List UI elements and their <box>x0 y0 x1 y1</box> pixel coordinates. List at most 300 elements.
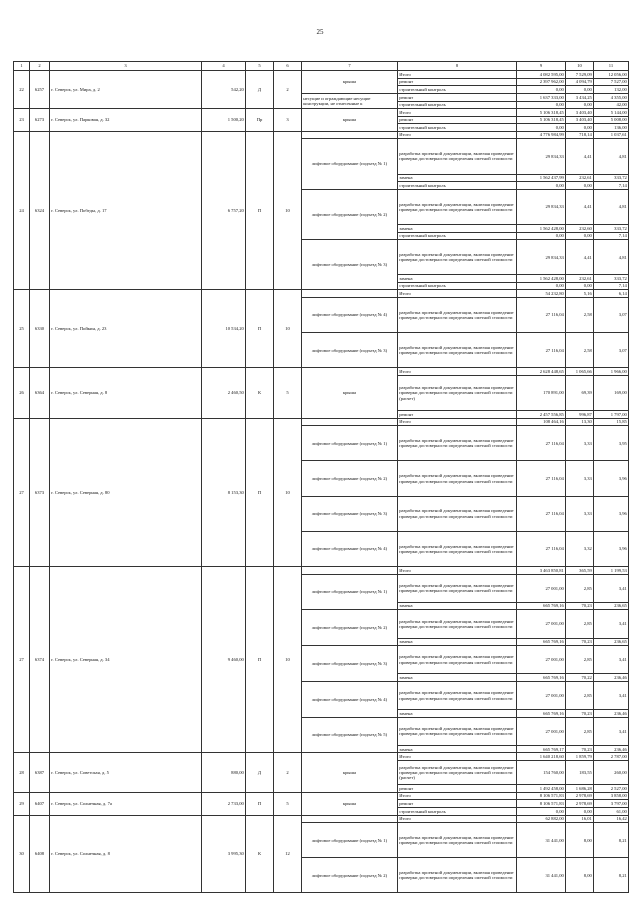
floors-cell: 10 <box>274 131 302 290</box>
limit-cell: 3,41 <box>594 646 629 674</box>
cost-cell: 27 001,00 <box>517 610 566 638</box>
unit-cost-cell: 183,55 <box>566 761 594 785</box>
limit-cell: 236,65 <box>594 602 629 610</box>
blank-cell <box>302 290 398 298</box>
cost-cell: 108 464,16 <box>517 418 566 426</box>
cost-cell: 5 106 318,45 <box>517 116 566 124</box>
table-row <box>14 815 629 823</box>
unit-cost-cell: 4,41 <box>566 139 594 174</box>
area-cell: 542,20 <box>202 71 246 109</box>
column-header: 7 <box>302 62 398 71</box>
limit-cell: 3,41 <box>594 574 629 602</box>
unit-cost-cell: 1 859,79 <box>566 753 594 761</box>
work-type-cell: разработка проектной документации, включая проведение проверки достоверности определения сметной стоимости (расчет) <box>398 761 517 785</box>
cost-cell: 1 562 428,00 <box>517 275 566 283</box>
limit-cell: 3,96 <box>594 461 629 496</box>
limit-cell: 3,96 <box>594 496 629 531</box>
unit-cost-cell: 232,61 <box>566 174 594 182</box>
house-id: 6408 <box>30 815 50 893</box>
work-type-cell: ремонт <box>398 116 517 124</box>
limit-cell: 7,14 <box>594 182 629 190</box>
column-header: 9 <box>517 62 566 71</box>
unit-cost-cell: 0,00 <box>566 86 594 94</box>
limit-cell: 3 858,00 <box>594 792 629 800</box>
cost-cell: 62 882,00 <box>517 815 566 823</box>
work-type-cell: разработка проектной документации, включая проведение проверки достоверности определения сметной стоимости <box>398 717 517 745</box>
limit-cell: 2 527,00 <box>594 785 629 793</box>
cost-cell: 2 457 556,85 <box>517 411 566 419</box>
house-id: 6364 <box>30 368 50 418</box>
work-element: лифтовое оборудование (подъезд № 4) <box>302 298 398 333</box>
cost-cell: 2 397 962,00 <box>517 78 566 86</box>
address-cell: г. Северск, ул. Победы, д. 17 <box>50 131 202 290</box>
work-type-cell: разработка проектной документации, включая проведение проверки достоверности определения сметной стоимости <box>398 531 517 566</box>
work-type-cell: ремонт <box>398 411 517 419</box>
limit-cell: 236,46 <box>594 745 629 753</box>
unit-cost-cell: 1 065,66 <box>566 368 594 376</box>
floors-cell: 10 <box>274 290 302 368</box>
address-cell: г. Северск, ул. Северная, д. 34 <box>50 567 202 753</box>
work-type-cell: разработка проектной документации, включая проведение проверки достоверности определения сметной стоимости <box>398 333 517 368</box>
work-element: крыша <box>302 109 398 132</box>
repair-schedule-table <box>13 61 629 893</box>
area-cell: 880,00 <box>202 753 246 792</box>
work-type-cell: замена <box>398 224 517 232</box>
work-element: несущие и ограждающие несущие конструкции, не отнесенные к <box>302 93 398 108</box>
work-element: лифтовое оборудование (подъезд № 4) <box>302 681 398 717</box>
house-id: 6407 <box>30 792 50 815</box>
table-row <box>14 792 629 800</box>
column-header: 1 <box>14 62 30 71</box>
work-type-cell: строительный контроль <box>398 232 517 240</box>
category-cell: П <box>246 567 274 753</box>
area-cell: 6 757,20 <box>202 131 246 290</box>
work-type-cell: строительный контроль <box>398 124 517 132</box>
area-cell: 2 733,00 <box>202 792 246 815</box>
limit-cell: 5 144,00 <box>594 109 629 117</box>
unit-cost-cell: 4,41 <box>566 189 594 224</box>
unit-cost-cell: 3,33 <box>566 426 594 461</box>
work-element: лифтовое оборудование (подъезд № 1) <box>302 823 398 858</box>
work-type-cell: замена <box>398 674 517 682</box>
category-cell: Пр <box>246 109 274 132</box>
work-type-cell: разработка проектной документации, включая проведение проверки достоверности определения сметной стоимости <box>398 461 517 496</box>
work-type-cell: замена <box>398 174 517 182</box>
cost-cell: 27 116,04 <box>517 333 566 368</box>
work-type-cell: разработка проектной документации, включая проведение проверки достоверности определения сметной стоимости <box>398 496 517 531</box>
work-type-cell: Итого <box>398 815 517 823</box>
area-cell: 9 460,00 <box>202 567 246 753</box>
limit-cell: 333,72 <box>594 224 629 232</box>
unit-cost-cell: 2 978,69 <box>566 792 594 800</box>
work-element: лифтовое оборудование (подъезд № 2) <box>302 858 398 893</box>
address-cell: г. Северск, ул. Мира, д. 2 <box>50 71 202 109</box>
house-id: 6374 <box>30 567 50 753</box>
limit-cell: 1 199,53 <box>594 567 629 575</box>
unit-cost-cell: 5,16 <box>566 290 594 298</box>
cost-cell: 29 834,33 <box>517 139 566 174</box>
limit-cell: 1 797,00 <box>594 411 629 419</box>
cost-cell: 0,00 <box>517 232 566 240</box>
unit-cost-cell: 8,00 <box>566 858 594 893</box>
floors-cell: 3 <box>274 109 302 132</box>
cost-cell: 27 116,04 <box>517 298 566 333</box>
limit-cell: 4 355,00 <box>594 93 629 101</box>
unit-cost-cell: 2,85 <box>566 717 594 745</box>
cost-cell: 0,00 <box>517 282 566 290</box>
cost-cell: 0,00 <box>517 807 566 815</box>
limit-cell: 6,14 <box>594 290 629 298</box>
unit-cost-cell: 2,85 <box>566 646 594 674</box>
limit-cell: 1 037,61 <box>594 131 629 139</box>
cost-cell: 4 082 595,00 <box>517 71 566 79</box>
table-row <box>14 109 629 117</box>
column-header: 8 <box>398 62 517 71</box>
cost-cell: 27 001,00 <box>517 646 566 674</box>
column-header: 3 <box>50 62 202 71</box>
row-number: 26 <box>14 368 30 418</box>
floors-cell: 2 <box>274 71 302 109</box>
address-cell: г. Северск, ул. Пойкин, д. 23 <box>50 290 202 368</box>
row-number: 27 <box>14 567 30 753</box>
cost-cell: 8 106 571,83 <box>517 800 566 808</box>
work-element: крыша <box>302 753 398 792</box>
area-cell: 1 500,20 <box>202 109 246 132</box>
work-element: крыша <box>302 71 398 94</box>
work-type-cell: разработка проектной документации, включая проведение проверки достоверности определения сметной стоимости <box>398 139 517 174</box>
category-cell: К <box>246 368 274 418</box>
unit-cost-cell: 70,23 <box>566 602 594 610</box>
cost-cell: 27 116,04 <box>517 426 566 461</box>
work-type-cell: ремонт <box>398 785 517 793</box>
blank-cell <box>302 418 398 426</box>
work-type-cell: разработка проектной документации, включая проведение проверки достоверности определения сметной стоимости <box>398 189 517 224</box>
table-row <box>14 418 629 426</box>
limit-cell: 236,46 <box>594 674 629 682</box>
unit-cost-cell: 69,39 <box>566 375 594 410</box>
row-number: 23 <box>14 109 30 132</box>
floors-cell: 12 <box>274 815 302 893</box>
unit-cost-cell: 8,00 <box>566 823 594 858</box>
work-element: лифтовое оборудование (подъезд № 1) <box>302 574 398 610</box>
work-type-cell: разработка проектной документации, включая проведение проверки достоверности определения сметной стоимости <box>398 646 517 674</box>
unit-cost-cell: 0,00 <box>566 232 594 240</box>
blank-cell <box>302 131 398 139</box>
cost-cell: 665 769,16 <box>517 674 566 682</box>
unit-cost-cell: 2,85 <box>566 574 594 602</box>
limit-cell: 7 527,00 <box>594 78 629 86</box>
unit-cost-cell: 70,23 <box>566 745 594 753</box>
work-type-cell: разработка проектной документации, включая проведение проверки достоверности определения сметной стоимости <box>398 858 517 893</box>
work-element: крыша <box>302 792 398 815</box>
unit-cost-cell: 2,58 <box>566 298 594 333</box>
work-element: лифтовое оборудование (подъезд № 3) <box>302 496 398 531</box>
work-element: лифтовое оборудование (подъезд № 2) <box>302 461 398 496</box>
work-type-cell: Итого <box>398 290 517 298</box>
page-number: 25 <box>316 28 324 36</box>
work-type-cell: Итого <box>398 131 517 139</box>
work-type-cell: строительный контроль <box>398 282 517 290</box>
column-header: 11 <box>594 62 629 71</box>
address-cell: г. Северск, ул. Солнечная, д. 7а <box>50 792 202 815</box>
work-type-cell: разработка проектной документации, включая проведение проверки достоверности определения сметной стоимости <box>398 298 517 333</box>
cost-cell: 154 760,00 <box>517 761 566 785</box>
unit-cost-cell: 70,22 <box>566 674 594 682</box>
work-type-cell: замена <box>398 275 517 283</box>
row-number: 22 <box>14 71 30 109</box>
category-cell: П <box>246 792 274 815</box>
house-id: 6373 <box>30 418 50 566</box>
row-number: 30 <box>14 815 30 893</box>
cost-cell: 27 116,04 <box>517 496 566 531</box>
unit-cost-cell: 996,87 <box>566 411 594 419</box>
limit-cell: 8,21 <box>594 823 629 858</box>
unit-cost-cell: 2,85 <box>566 681 594 709</box>
limit-cell: 260,00 <box>594 761 629 785</box>
work-type-cell: разработка проектной документации, включая проведение проверки достоверности определения сметной стоимости <box>398 681 517 709</box>
cost-cell: 0,00 <box>517 101 566 109</box>
area-cell: 2 460,50 <box>202 368 246 418</box>
limit-cell: 15,85 <box>594 418 629 426</box>
table-row <box>14 131 629 139</box>
work-type-cell: Итого <box>398 109 517 117</box>
limit-cell: 333,72 <box>594 275 629 283</box>
cost-cell: 8 106 571,83 <box>517 792 566 800</box>
work-type-cell: строительный контроль <box>398 101 517 109</box>
work-type-cell: Итого <box>398 71 517 79</box>
unit-cost-cell: 232,60 <box>566 224 594 232</box>
limit-cell: 132,00 <box>594 86 629 94</box>
cost-cell: 1 492 458,00 <box>517 785 566 793</box>
limit-cell: 236,46 <box>594 710 629 718</box>
unit-cost-cell: 2,85 <box>566 610 594 638</box>
column-header: 2 <box>30 62 50 71</box>
unit-cost-cell: 70,23 <box>566 710 594 718</box>
limit-cell: 2 787,00 <box>594 753 629 761</box>
work-type-cell: Итого <box>398 753 517 761</box>
category-cell: П <box>246 418 274 566</box>
floors-cell: 5 <box>274 368 302 418</box>
work-type-cell: разработка проектной документации, включая проведение проверки достоверности определения сметной стоимости <box>398 574 517 602</box>
house-id: 6324 <box>30 131 50 290</box>
floors-cell: 10 <box>274 418 302 566</box>
limit-cell: 169,00 <box>594 375 629 410</box>
table-row <box>14 567 629 575</box>
unit-cost-cell: 1 686,28 <box>566 785 594 793</box>
cost-cell: 2 628 448,65 <box>517 368 566 376</box>
limit-cell: 4,81 <box>594 139 629 174</box>
work-type-cell: замена <box>398 745 517 753</box>
work-type-cell: Итого <box>398 792 517 800</box>
cost-cell: 665 769,17 <box>517 745 566 753</box>
house-id: 6330 <box>30 290 50 368</box>
work-type-cell: ремонт <box>398 800 517 808</box>
column-header: 4 <box>202 62 246 71</box>
work-type-cell: замена <box>398 638 517 646</box>
limit-cell: 4,81 <box>594 189 629 224</box>
limit-cell: 3,96 <box>594 531 629 566</box>
limit-cell: 333,72 <box>594 174 629 182</box>
work-element: лифтовое оборудование (подъезд № 3) <box>302 240 398 290</box>
limit-cell: 3,41 <box>594 681 629 709</box>
house-id: 6273 <box>30 109 50 132</box>
cost-cell: 31 441,00 <box>517 858 566 893</box>
row-number: 28 <box>14 753 30 792</box>
unit-cost-cell: 232,61 <box>566 275 594 283</box>
work-type-cell: ремонт <box>398 93 517 101</box>
unit-cost-cell: 13,30 <box>566 418 594 426</box>
work-type-cell: строительный контроль <box>398 807 517 815</box>
limit-cell: 1 966,00 <box>594 368 629 376</box>
limit-cell: 7,14 <box>594 282 629 290</box>
cost-cell: 54 232,80 <box>517 290 566 298</box>
unit-cost-cell: 0,00 <box>566 124 594 132</box>
work-element: лифтовое оборудование (подъезд № 4) <box>302 531 398 566</box>
cost-cell: 29 834,33 <box>517 189 566 224</box>
unit-cost-cell: 3 434,25 <box>566 93 594 101</box>
work-type-cell: разработка проектной документации, включая проведение проверки достоверности определения сметной стоимости <box>398 426 517 461</box>
cost-cell: 27 001,00 <box>517 717 566 745</box>
cost-cell: 1 637 333,00 <box>517 93 566 101</box>
unit-cost-cell: 3 403,40 <box>566 116 594 124</box>
unit-cost-cell: 0,00 <box>566 101 594 109</box>
work-type-cell: замена <box>398 710 517 718</box>
unit-cost-cell: 3,32 <box>566 531 594 566</box>
unit-cost-cell: 0,00 <box>566 807 594 815</box>
limit-cell: 12 056,00 <box>594 71 629 79</box>
work-type-cell: разработка проектной документации, включая проведение проверки достоверности определения сметной стоимости <box>398 823 517 858</box>
work-element: лифтовое оборудование (подъезд № 1) <box>302 426 398 461</box>
limit-cell: 136,00 <box>594 124 629 132</box>
limit-cell: 42,00 <box>594 101 629 109</box>
work-type-cell: замена <box>398 602 517 610</box>
cost-cell: 170 891,00 <box>517 375 566 410</box>
unit-cost-cell: 16,01 <box>566 815 594 823</box>
unit-cost-cell: 718,14 <box>566 131 594 139</box>
address-cell: г. Северск, ул. Парковая, д. 32 <box>50 109 202 132</box>
column-header: 5 <box>246 62 274 71</box>
work-element: лифтовое оборудование (подъезд № 1) <box>302 139 398 189</box>
house-id: 6387 <box>30 753 50 792</box>
floors-cell: 5 <box>274 792 302 815</box>
cost-cell: 27 001,00 <box>517 574 566 602</box>
work-element: лифтовое оборудование (подъезд № 2) <box>302 189 398 239</box>
limit-cell: 236,65 <box>594 638 629 646</box>
category-cell: Д <box>246 753 274 792</box>
work-element: лифтовое оборудование (подъезд № 3) <box>302 646 398 682</box>
row-number: 29 <box>14 792 30 815</box>
limit-cell: 61,00 <box>594 807 629 815</box>
cost-cell: 27 116,04 <box>517 531 566 566</box>
unit-cost-cell: 7 529,09 <box>566 71 594 79</box>
category-cell: Д <box>246 71 274 109</box>
blank-cell <box>302 567 398 575</box>
cost-cell: 1 562 428,00 <box>517 224 566 232</box>
work-type-cell: строительный контроль <box>398 86 517 94</box>
address-cell: г. Северск, ул. Советская, д. 5 <box>50 753 202 792</box>
unit-cost-cell: 4,41 <box>566 240 594 275</box>
work-type-cell: разработка проектной документации, включая проведение проверки достоверности определения сметной стоимости <box>398 240 517 275</box>
floors-cell: 10 <box>274 567 302 753</box>
cost-cell: 4 776 984,99 <box>517 131 566 139</box>
unit-cost-cell: 0,00 <box>566 182 594 190</box>
unit-cost-cell: 3,33 <box>566 496 594 531</box>
table-row <box>14 753 629 761</box>
limit-cell: 3,07 <box>594 298 629 333</box>
area-cell: 8 153,30 <box>202 418 246 566</box>
limit-cell: 3,41 <box>594 717 629 745</box>
area-cell: 10 534,20 <box>202 290 246 368</box>
cost-cell: 5 106 318,45 <box>517 109 566 117</box>
cost-cell: 1 562 437,99 <box>517 174 566 182</box>
cost-cell: 0,00 <box>517 124 566 132</box>
category-cell: П <box>246 290 274 368</box>
table-row <box>14 62 629 71</box>
category-cell: К <box>246 815 274 893</box>
address-cell: г. Северск, ул. Северная, д. 80 <box>50 418 202 566</box>
table-body <box>14 62 629 893</box>
cost-cell: 665 769,16 <box>517 602 566 610</box>
column-header: 6 <box>274 62 302 71</box>
limit-cell: 16,42 <box>594 815 629 823</box>
unit-cost-cell: 70,23 <box>566 638 594 646</box>
work-type-cell: разработка проектной документации, включая проведение проверки достоверности определения сметной стоимости (расчет) <box>398 375 517 410</box>
unit-cost-cell: 3 403,40 <box>566 109 594 117</box>
unit-cost-cell: 2,58 <box>566 333 594 368</box>
limit-cell: 5 008,00 <box>594 116 629 124</box>
limit-cell: 4,81 <box>594 240 629 275</box>
category-cell: П <box>246 131 274 290</box>
table-row <box>14 290 629 298</box>
work-element: лифтовое оборудование (подъезд № 2) <box>302 610 398 646</box>
work-type-cell: ремонт <box>398 78 517 86</box>
work-type-cell: строительный контроль <box>398 182 517 190</box>
area-cell: 3 995,30 <box>202 815 246 893</box>
cost-cell: 665 769,16 <box>517 638 566 646</box>
work-type-cell: Итого <box>398 418 517 426</box>
limit-cell: 3,41 <box>594 610 629 638</box>
row-number: 27 <box>14 418 30 566</box>
unit-cost-cell: 365,59 <box>566 567 594 575</box>
work-element: крыша <box>302 368 398 418</box>
cost-cell: 0,00 <box>517 86 566 94</box>
table-row <box>14 71 629 79</box>
cost-cell: 3 463 850,81 <box>517 567 566 575</box>
unit-cost-cell: 0,00 <box>566 282 594 290</box>
floors-cell: 2 <box>274 753 302 792</box>
limit-cell: 3,95 <box>594 426 629 461</box>
cost-cell: 0,00 <box>517 182 566 190</box>
work-element: лифтовое оборудование (подъезд № 3) <box>302 333 398 368</box>
house-id: 6257 <box>30 71 50 109</box>
limit-cell: 7,14 <box>594 232 629 240</box>
blank-cell <box>302 815 398 823</box>
column-header: 10 <box>566 62 594 71</box>
work-type-cell: Итого <box>398 368 517 376</box>
unit-cost-cell: 2 978,69 <box>566 800 594 808</box>
limit-cell: 8,21 <box>594 858 629 893</box>
work-type-cell: Итого <box>398 567 517 575</box>
cost-cell: 27 116,04 <box>517 461 566 496</box>
address-cell: г. Северск, ул. Солнечная, д. 8 <box>50 815 202 893</box>
cost-cell: 1 640 218,60 <box>517 753 566 761</box>
limit-cell: 3 797,00 <box>594 800 629 808</box>
cost-cell: 665 769,16 <box>517 710 566 718</box>
row-number: 24 <box>14 131 30 290</box>
cost-cell: 31 441,00 <box>517 823 566 858</box>
cost-cell: 27 001,00 <box>517 681 566 709</box>
address-cell: г. Северск, ул. Северная, д. 8 <box>50 368 202 418</box>
